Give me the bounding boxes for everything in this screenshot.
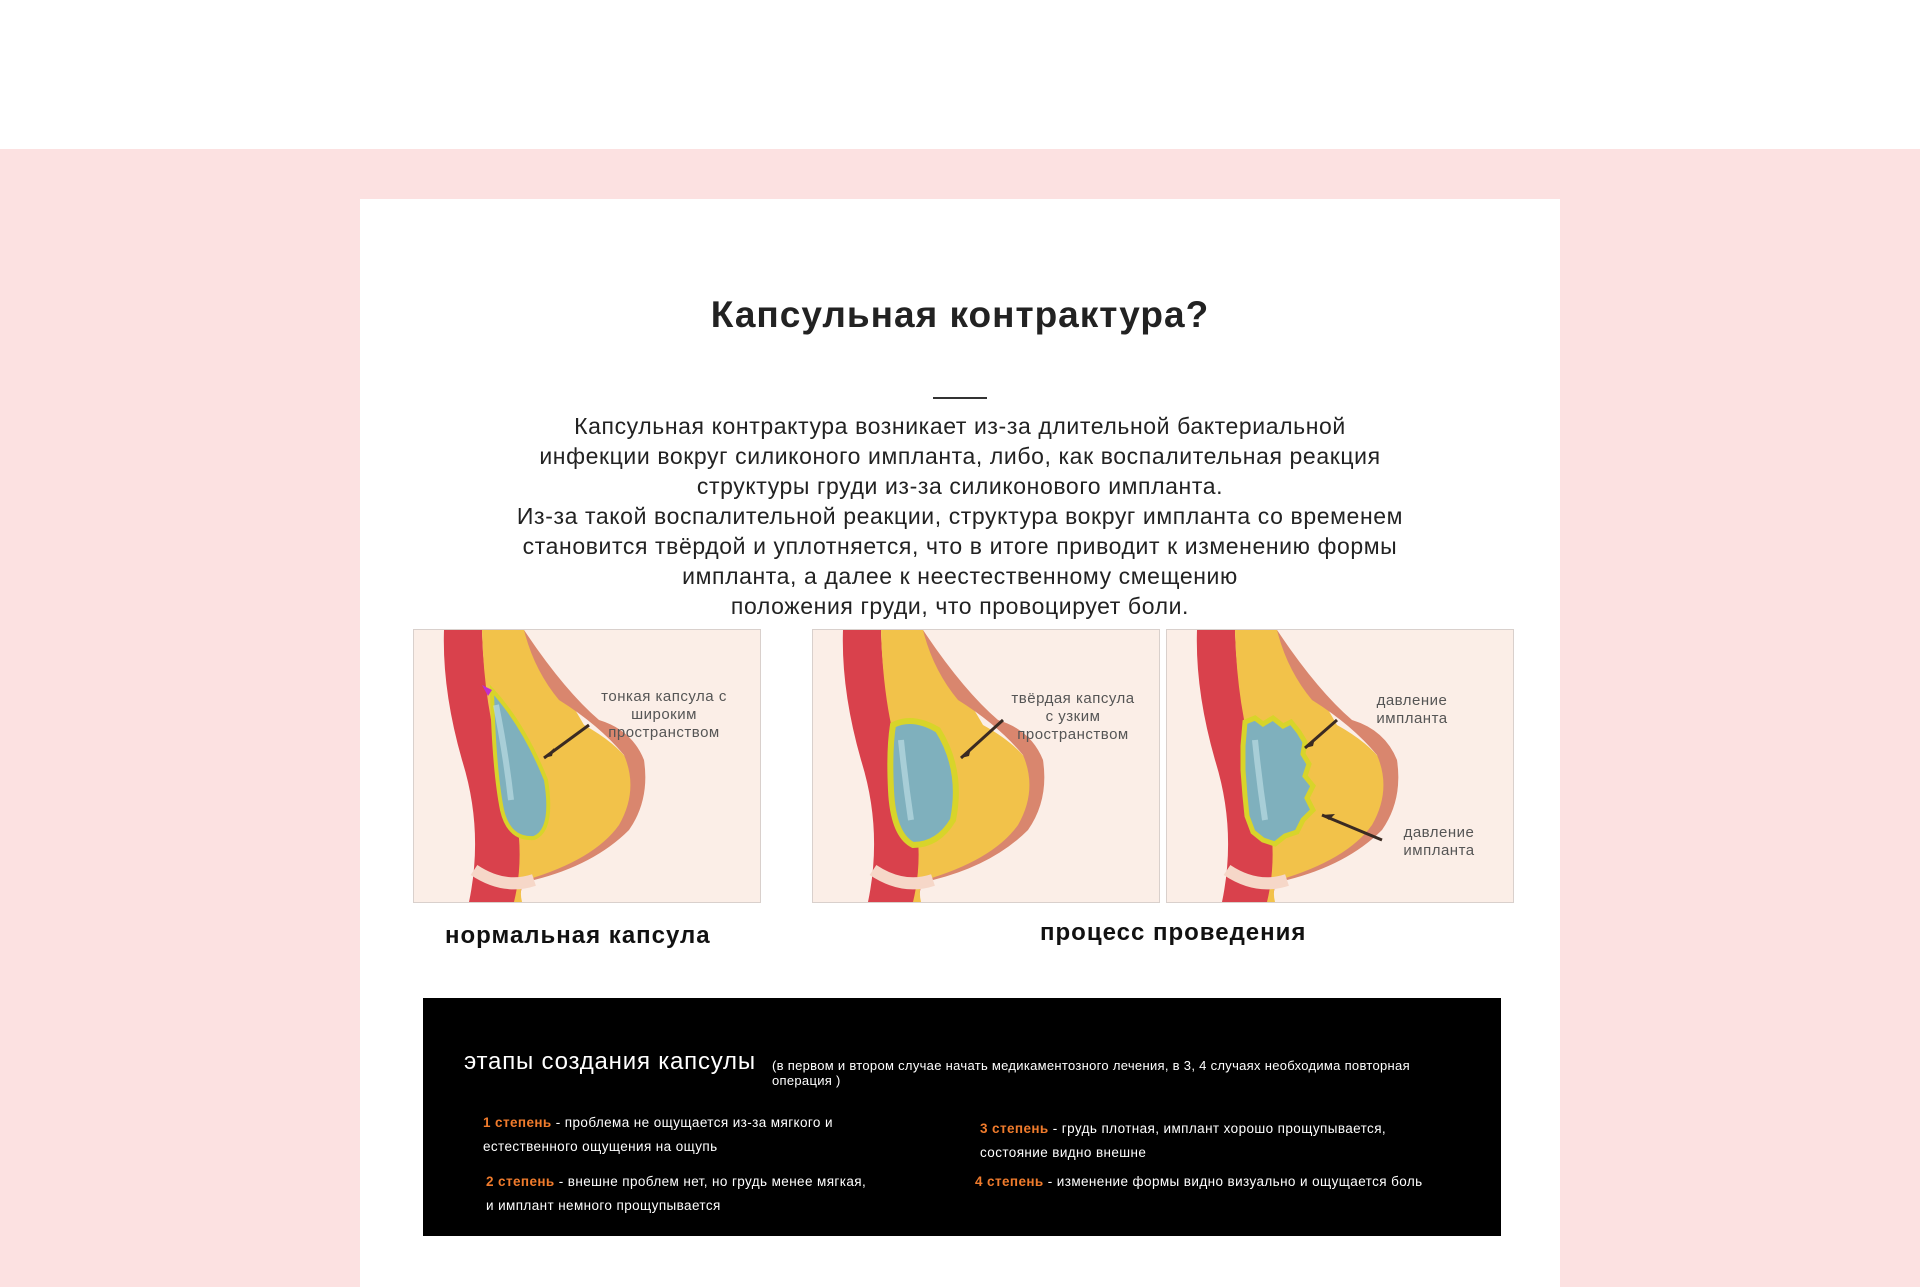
caption-process: процесс проведения	[1040, 919, 1307, 946]
stage-degree: 3 степень	[980, 1121, 1049, 1136]
panel-label-bottom: давление импланта	[1403, 824, 1475, 859]
stage-item: 2 степень - внешне проблем нет, но грудь менее мягкая, и имплант немного прощупывается	[486, 1174, 867, 1213]
illustration-hard-capsule	[812, 629, 1160, 903]
description-line: положения груди, что провоцирует боли.	[730, 593, 1190, 619]
capsule-stages-box	[423, 998, 1501, 1236]
description-line: Из-за такой воспалительной реакции, структура вокруг импланта со временем	[516, 503, 1404, 529]
breast-cross-section-illustration	[414, 630, 760, 902]
stages-title: этапы создания капсулы	[464, 1048, 756, 1075]
stage-degree: 4 степень	[975, 1174, 1044, 1189]
content-card	[360, 199, 1560, 1287]
description	[420, 411, 1500, 621]
description-line: импланта, а далее к неестественному смещению	[682, 563, 1238, 589]
illustration-implant-pressure	[1166, 629, 1514, 903]
stage-degree: 2 степень	[486, 1174, 555, 1189]
stage-item: 3 степень - грудь плотная, имплант хорошо прощупывается, состояние видно внешне	[980, 1121, 1387, 1160]
description-line: Капсульная контрактура возникает из-за длительной бактериальной	[574, 413, 1346, 439]
stage-degree: 1 степень	[483, 1115, 552, 1130]
stages-note: (в первом и втором случае начать медикаментозного лечения, в 3, 4 случаях необходима повторная операция )	[772, 1058, 1410, 1088]
stage-item: 4 степень - изменение формы видно визуально и ощущается боль	[975, 1174, 1423, 1189]
illustration-normal-capsule	[413, 629, 761, 903]
breast-cross-section-illustration	[1167, 630, 1513, 902]
description-line: становится твёрдой и уплотняется, что в итоге приводит к изменению формы	[522, 533, 1398, 559]
description-line: структуры груди из-за силиконового импланта.	[696, 473, 1224, 499]
caption-normal-capsule: нормальная капсула	[445, 922, 711, 949]
breast-cross-section-illustration	[813, 630, 1159, 902]
panel-label: тонкая капсула с широким пространством	[601, 688, 727, 741]
panel-label-top: давление импланта	[1376, 692, 1448, 727]
title-divider	[933, 397, 987, 399]
page-title: Капсульная контрактура?	[710, 294, 1210, 335]
stage-item: 1 степень - проблема не ощущается из-за мягкого и естественного ощущения на ощупь	[483, 1115, 833, 1154]
panel-label: твёрдая капсула с узким пространством	[1011, 690, 1135, 743]
description-line: инфекции вокруг силиконого импланта, либо, как воспалительная реакция	[539, 443, 1381, 469]
